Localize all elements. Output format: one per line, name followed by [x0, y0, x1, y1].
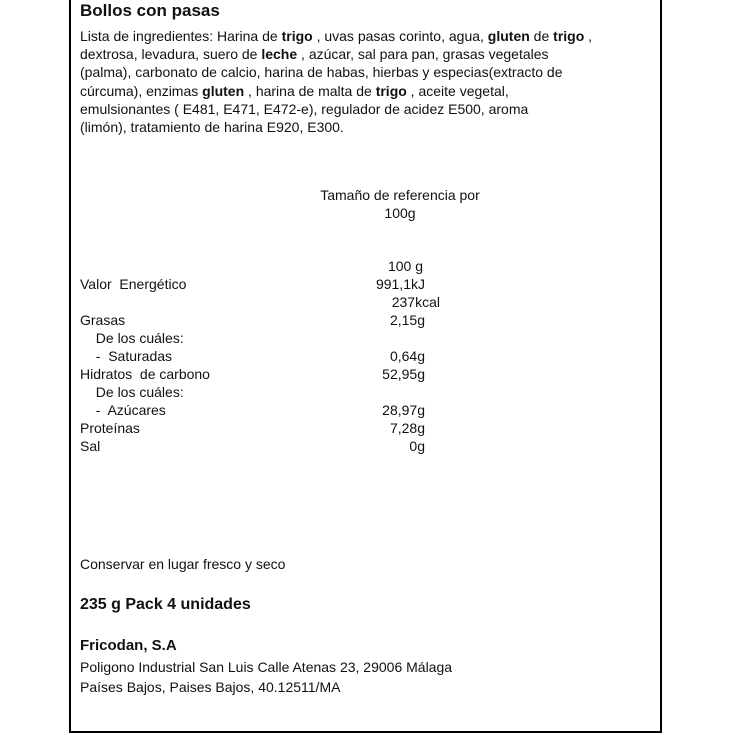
- pack-size: 235 g Pack 4 unidades: [80, 596, 251, 613]
- nutrient-value: 0,64g: [389, 348, 425, 364]
- company-address: Poligono Industrial San Luis Calle Atenas 23, 29006 Málaga: [80, 659, 453, 675]
- nutrient-label: De los cuáles:: [88, 384, 184, 400]
- nutrition-row: [80, 438, 425, 456]
- ingredients-line: [80, 118, 656, 136]
- nutrient-value: 7,28g: [389, 420, 425, 436]
- allergen-text: gluten: [487, 28, 530, 44]
- energy-row: [80, 276, 425, 294]
- ingredient-text: , harina de malta de: [244, 82, 376, 99]
- nutrient-label: Grasas: [80, 312, 126, 328]
- column-header: 100 g: [387, 258, 423, 274]
- nutrient-label: Hidratos de carbono: [80, 366, 210, 382]
- nutrition-row: [80, 330, 425, 348]
- nutrition-row: [80, 366, 425, 384]
- ingredient-text: Lista de ingredientes: Harina de: [80, 28, 282, 44]
- ingredient-text: , azúcar, sal para pan, grasas vegetales: [297, 46, 549, 63]
- ingredient-text: cúrcuma), enzimas: [80, 82, 203, 99]
- nutrient-label: - Saturadas: [88, 348, 173, 364]
- nutrient-value: 28,97g: [382, 402, 425, 418]
- ingredient-text: (palma), carbonato de calcio, harina de habas, hierbas y especias(extracto de: [80, 64, 563, 81]
- ingredient-text: de: [529, 28, 554, 44]
- nutrient-label: Proteínas: [80, 420, 140, 436]
- nutrient-value: 2,15g: [389, 312, 425, 328]
- ingredients-list: [80, 27, 656, 136]
- nutrition-row: [80, 348, 425, 366]
- allergen-text: leche: [261, 46, 298, 63]
- nutrition-row: [80, 402, 425, 420]
- allergen-text: trigo: [375, 82, 407, 99]
- nutrient-value: 52,95g: [382, 366, 425, 382]
- nutrition-row: [80, 312, 425, 330]
- ingredient-text: , aceite vegetal,: [406, 82, 509, 99]
- nutrient-label: De los cuáles:: [88, 330, 184, 346]
- column-header-row: [80, 258, 425, 276]
- ingredients-line: [80, 63, 656, 81]
- nutrient-label: - Azúcares: [88, 402, 166, 418]
- reference-line-2: 100g: [384, 205, 416, 221]
- energy-kj: 991,1kJ: [375, 276, 425, 292]
- ingredients-line: [80, 100, 656, 118]
- company-name: Fricodan, S.A: [80, 637, 177, 654]
- ingredients-line: [80, 82, 656, 100]
- allergen-text: trigo: [281, 28, 313, 44]
- energy-label: Valor Energético: [80, 276, 187, 292]
- allergen-text: trigo: [553, 28, 585, 44]
- company-country: Países Bajos, Paises Bajos, 40.12511/MA: [80, 679, 341, 695]
- product-title: Bollos con pasas: [80, 1, 220, 20]
- ingredient-text: , uvas pasas corinto, agua,: [312, 28, 488, 44]
- ingredient-text: emulsionantes ( E481, E471, E472-e), regulador de acidez E500, aroma: [80, 100, 529, 117]
- ingredient-text: dextrosa, levadura, suero de: [80, 46, 262, 63]
- nutrient-label: Sal: [80, 438, 101, 454]
- storage-instructions: Conservar en lugar fresco y seco: [80, 556, 286, 572]
- nutrition-row: [80, 420, 425, 438]
- ingredient-text: ,: [584, 28, 593, 44]
- reference-line-1: Tamaño de referencia por: [320, 187, 480, 203]
- energy-kcal-row: [80, 294, 440, 312]
- allergen-text: gluten: [202, 82, 245, 99]
- ingredient-text: (limón), tratamiento de harina E920, E300.: [80, 119, 344, 136]
- ingredients-line: [80, 45, 656, 63]
- reference-size: [300, 186, 500, 222]
- ingredients-line: [80, 27, 656, 45]
- nutrient-value: 0g: [409, 438, 425, 454]
- nutrition-row: [80, 384, 425, 402]
- energy-kcal: 237kcal: [391, 294, 440, 310]
